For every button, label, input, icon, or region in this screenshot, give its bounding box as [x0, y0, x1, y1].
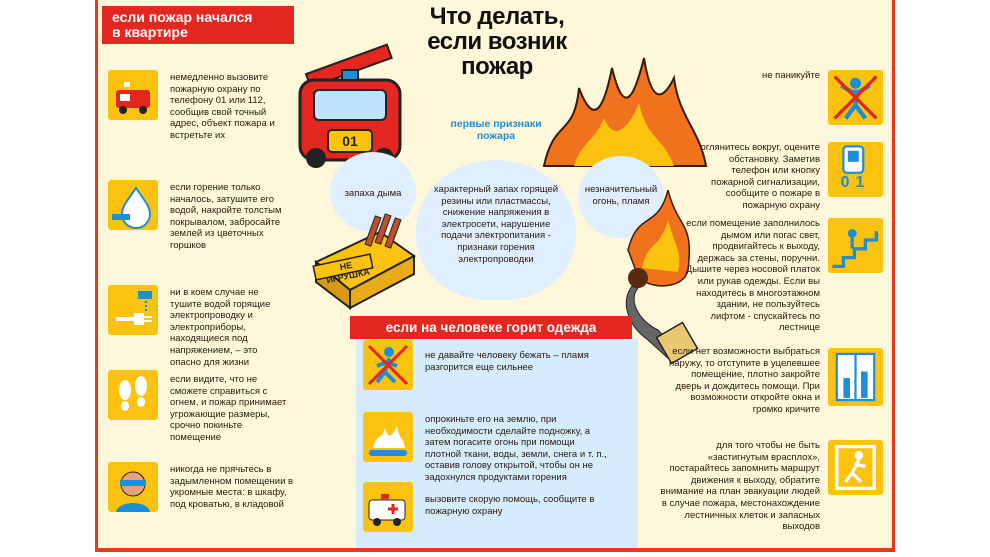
matchbox-label: НЕ ИГРУШКА: [325, 259, 371, 286]
footprints-icon: [108, 370, 158, 420]
left-item-5-text: никогда не прячьтесь в задымленном помещении в укромные места: в шкафу, под кроватью, в кладовой: [170, 464, 294, 510]
flames-illustration: [534, 48, 714, 168]
right-item-2-text: оглянитесь вокруг, оцените обстановку. Заметив телефон или кнопку пожарной сигнализации, сообщите о пожаре в пожарную охрану: [700, 142, 820, 211]
title-line-3: пожар: [461, 53, 533, 80]
fire-safety-poster: [95, 0, 895, 552]
icon-ambulance: [363, 482, 413, 532]
blindfold-person-icon: [108, 462, 158, 512]
rolling-person-icon: [363, 412, 413, 462]
first-signs-title: [431, 118, 561, 142]
center-signs-text: характерный запах горящей резины или пластмассы, снижение напряжения в электросети, нарушение подачи электропитания - признаки горения электропроводки: [433, 184, 559, 265]
electric-plug-icon: [108, 285, 158, 335]
icon-window: [828, 348, 883, 406]
icon-rolling-person: [363, 412, 413, 462]
title-line-2: если возник: [427, 28, 567, 55]
clothing-banner: если на человеке горит одежда: [350, 316, 632, 339]
title-line-1: Что делать,: [429, 3, 565, 30]
icon-emergency-exit: [828, 440, 883, 495]
left-banner-line-1: если пожар начался: [112, 9, 253, 25]
right-item-5-text: для того чтобы не быть «застигнутым врасплох», постарайтесь запомнить маршрут движения к выходу, обратите внимание на план эвакуации людей в случае пожара, местонахождение лестничных клеток и запасных выходов: [660, 440, 820, 533]
icon-no-panic: [828, 70, 883, 125]
fire-truck-icon: [108, 70, 158, 120]
left-item-1-text: немедленно вызовите пожарную охрану по телефону 01 или 112, сообщив свой точный адрес, объект пожара и встретьте их: [170, 72, 275, 141]
stairs-icon: [828, 218, 883, 273]
ambulance-icon: [363, 482, 413, 532]
right-item-1-text: не паникуйте: [762, 70, 820, 81]
first-signs-line-1: первые признаки: [450, 118, 542, 130]
no-running-icon: [363, 340, 413, 390]
right-item-3-text: если помещение заполнилось дымом или погас свет, продвигайтесь к выходу, держась за стены, поручни. Дышите через носовой платок или рукав одежды. Если вы находитесь в многоэтажном здании, не пользуйтесь лифтом - спускайтесь по лестнице: [685, 218, 820, 334]
right-item-4-text: если нет возможности выбраться наружу, то отступите в уцелевшее помещение, плотно закройте дверь и дождитесь помощи. При возможности откройте окна и громко кричите: [669, 346, 820, 415]
emergency-exit-icon: [828, 440, 883, 495]
clothing-item-1-text: не давайте человеку бежать – пламя разгорится еще сильнее: [425, 350, 589, 373]
icon-phone-alarm: [828, 142, 883, 197]
icon-water-drop: [108, 180, 158, 230]
matchbox-illustration: [310, 212, 420, 312]
icon-electric-plug: [108, 285, 158, 335]
fire-truck-illustration: [286, 40, 416, 170]
first-signs-line-2: пожара: [476, 130, 516, 142]
bubble-fire-text: незначительный огонь, пламя: [584, 184, 658, 207]
icon-stairs: [828, 218, 883, 273]
bubble-smoke-text: запаха дыма: [344, 188, 402, 199]
fire-truck-number: 01: [342, 133, 358, 149]
left-item-4-text: если видите, что не сможете справиться с огнем, и пожар принимает угрожающие размеры, срочно покиньте помещение: [170, 374, 287, 443]
left-banner: [102, 6, 294, 44]
left-item-3-text: ни в коем случае не тушите водой горящие электропроводку и электроприборы, находящиеся под напряжением, – это опасно для жизни: [170, 287, 271, 368]
left-item-2-text: если горение только началось, затушите его водой, накройте толстым покрывалом, забросайте землей из цветочных горшков: [170, 182, 282, 251]
phone-number-label: 01: [840, 174, 871, 191]
water-drop-icon: [108, 180, 158, 230]
no-panic-icon: [828, 70, 883, 125]
clothing-item-2-text: опрокиньте его на землю, при необходимости сделайте подножку, а затем погасите огонь при помощи плотной ткани, воды, земли, снега и т. п., оставив голову открытой, чтобы он не задохнулся продуктами горения: [425, 414, 607, 483]
left-banner-line-2: в квартире: [112, 24, 188, 40]
icon-blindfold-person: [108, 462, 158, 512]
icon-fire-truck: [108, 70, 158, 120]
icon-footprints: [108, 370, 158, 420]
clothing-item-3-text: вызовите скорую помощь, сообщите в пожарную охрану: [425, 494, 595, 517]
window-icon: [828, 348, 883, 406]
icon-no-running: [363, 340, 413, 390]
